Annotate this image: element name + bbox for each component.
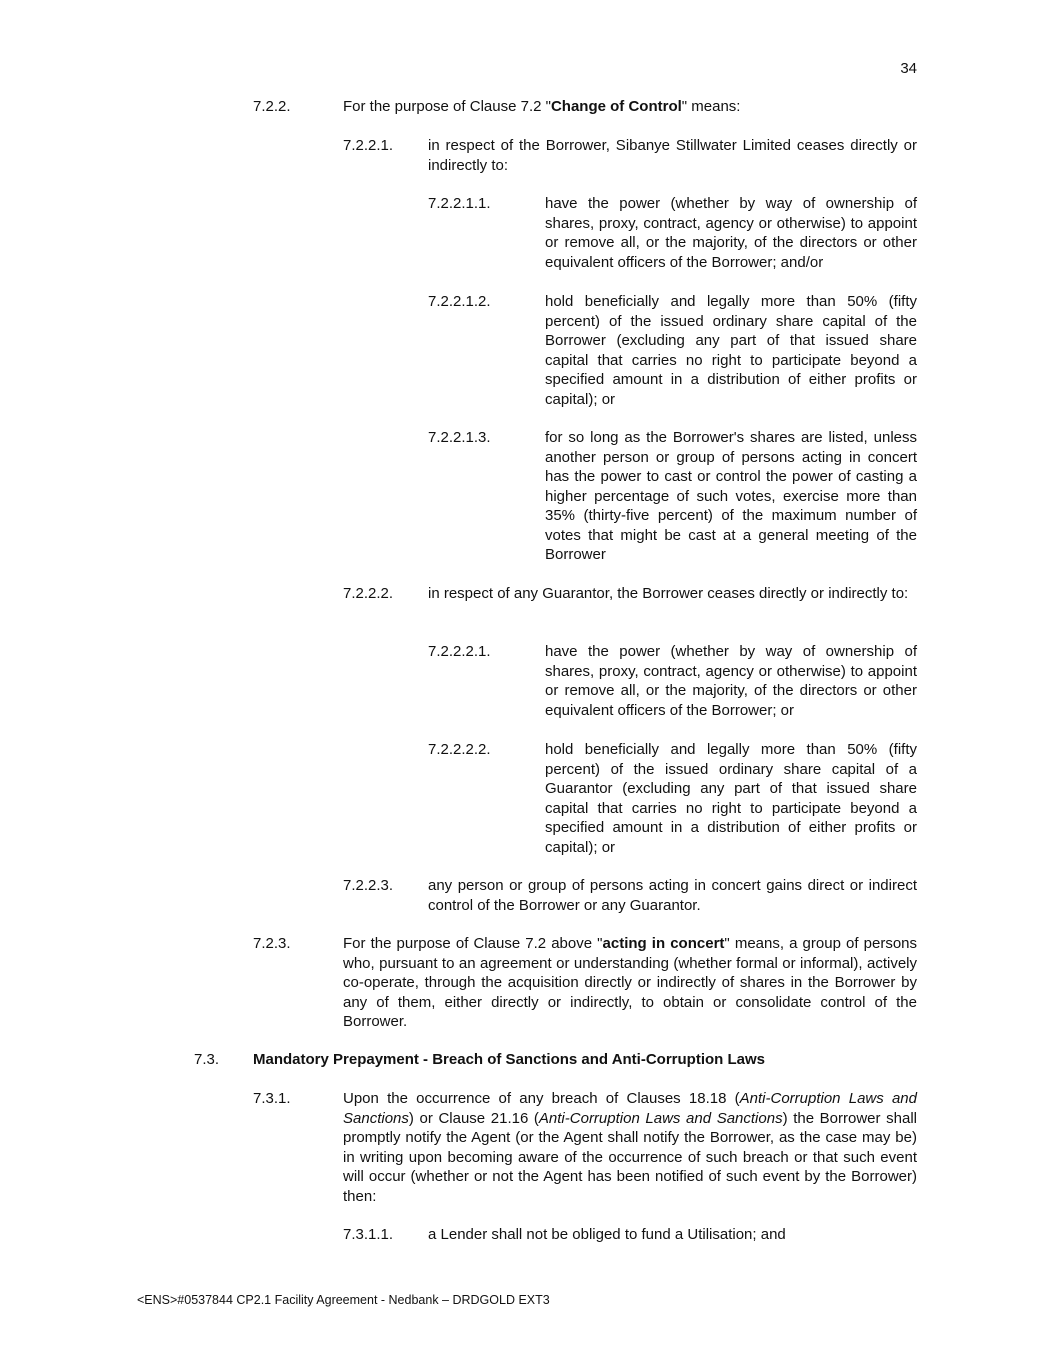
clause-text: have the power (whether by way of ownership of shares, proxy, contract, agency or otherwise) to appoint or remove all, or the majority, of the directors or other equivalent officers of the Borrower; or: [545, 643, 917, 719]
clause-text: a Lender shall not be obliged to fund a Utilisation; and: [428, 1226, 786, 1243]
clause-number: 7.2.2.1.2.: [428, 293, 491, 310]
clause-7-2-2-1-3: [428, 428, 917, 566]
clause-number: 7.2.2.1.3.: [428, 429, 491, 446]
clause-7-2-2-2: [343, 584, 917, 624]
clause-7-3: [194, 1050, 917, 1070]
clause-number: 7.2.2.: [253, 98, 291, 115]
clause-ref-title-1: Anti-Corruption Laws and Sanctions: [343, 1090, 917, 1127]
clause-ref-title-2: Anti-Corruption Laws and Sanctions: [538, 1109, 783, 1127]
clause-text-post: " means:: [681, 98, 741, 115]
defined-term: acting in concert: [602, 935, 725, 952]
clause-7-2-2-1-2: [428, 292, 917, 410]
clause-text: [343, 934, 917, 1032]
clause-number: 7.2.2.1.1.: [428, 195, 491, 212]
clause-number: 7.2.2.2.2.: [428, 741, 491, 758]
clause-number: 7.2.2.2.1.: [428, 643, 491, 660]
clause-text: in respect of the Borrower, Sibanye Stillwater Limited ceases directly or indirectly to:: [428, 137, 917, 174]
clause-text: [343, 97, 917, 117]
clause-7-3-1: [253, 1089, 917, 1207]
clause-7-2-2-1: [343, 136, 917, 176]
clause-text-pre: For the purpose of Clause 7.2 above ": [343, 935, 603, 952]
clause-7-2-2-1-1: [428, 194, 917, 274]
clause-7-2-2-3: [343, 876, 917, 916]
clause-text: hold beneficially and legally more than 50% (fifty percent) of the issued ordinary share capital of a Guarantor (excluding any part of that issued share capital that carries no right to participate beyond a specified amount in a distribution of either profits or capital); or: [545, 741, 917, 856]
clause-7-2-2-2-2: [428, 740, 917, 858]
section-heading-text: Mandatory Prepayment - Breach of Sanctions and Anti-Corruption Laws: [253, 1051, 766, 1068]
clause-number: 7.3.1.: [253, 1090, 291, 1107]
clause-number: 7.2.3.: [253, 935, 291, 952]
page-number: 34: [900, 60, 917, 77]
clause-text-pre: For the purpose of Clause 7.2 ": [343, 98, 551, 115]
clause-text-part-3: ) the Borrower shall promptly notify the Agent (or the Agent shall notify the Borrower, as the case may be) in writing upon becoming aware of the occurrence of such breach or that such event will occur (whether or not the Agent has been notified of such event by the Borrower) then:: [343, 1109, 917, 1205]
clause-number: 7.2.2.2.: [343, 585, 394, 602]
clause-text: for so long as the Borrower's shares are listed, unless another person or group of persons acting in concert has the power to cast or control the power of casting a higher percentage of such votes, exercise more than 35% (thirty-five percent) of the maximum number of votes that might be cast at a general meeting of the Borrower: [545, 429, 917, 563]
clause-text: [343, 1089, 917, 1206]
clause-text-part-2: ) or Clause 21.16 (: [408, 1109, 539, 1127]
section-heading: [253, 1050, 917, 1070]
defined-term: Change of Control: [550, 98, 682, 115]
clause-number: 7.2.2.3.: [343, 877, 394, 894]
clause-7-3-1-1: [343, 1225, 917, 1245]
clause-text-post: " means, a group of persons who, pursuant to an agreement or understanding (whether formal or informal), actively co-operate, through the acquisition directly or indirectly of shares in the Borrower by any of them, either directly or indirectly, to obtain or consolidate control of the Borrower.: [343, 935, 917, 1030]
clause-7-2-3: [253, 934, 917, 1034]
clause-text-part-1: Upon the occurrence of any breach of Clauses 18.18 (: [343, 1090, 740, 1107]
clause-number: 7.3.: [194, 1051, 220, 1068]
document-footer: <ENS>#0537844 CP2.1 Facility Agreement - Nedbank – DRDGOLD EXT3: [137, 1293, 550, 1307]
clause-number: 7.2.2.1.: [343, 137, 394, 154]
clause-7-2-2: [253, 97, 917, 117]
clause-text: hold beneficially and legally more than 50% (fifty percent) of the issued ordinary share capital of the Borrower (excluding any part of that issued share capital that carries no right to participate beyond a specified amount in a distribution of either profits or capital); or: [545, 293, 917, 408]
clause-text: any person or group of persons acting in concert gains direct or indirect control of the Borrower or any Guarantor.: [428, 877, 917, 914]
clause-number: 7.3.1.1.: [343, 1226, 394, 1243]
clause-text: in respect of any Guarantor, the Borrower ceases directly or indirectly to:: [428, 585, 909, 602]
clause-7-2-2-2-1: [428, 642, 917, 722]
clause-text: have the power (whether by way of ownership of shares, proxy, contract, agency or otherwise) to appoint or remove all, or the majority, of the directors or other equivalent officers of the Borrower; and/or: [545, 195, 917, 271]
